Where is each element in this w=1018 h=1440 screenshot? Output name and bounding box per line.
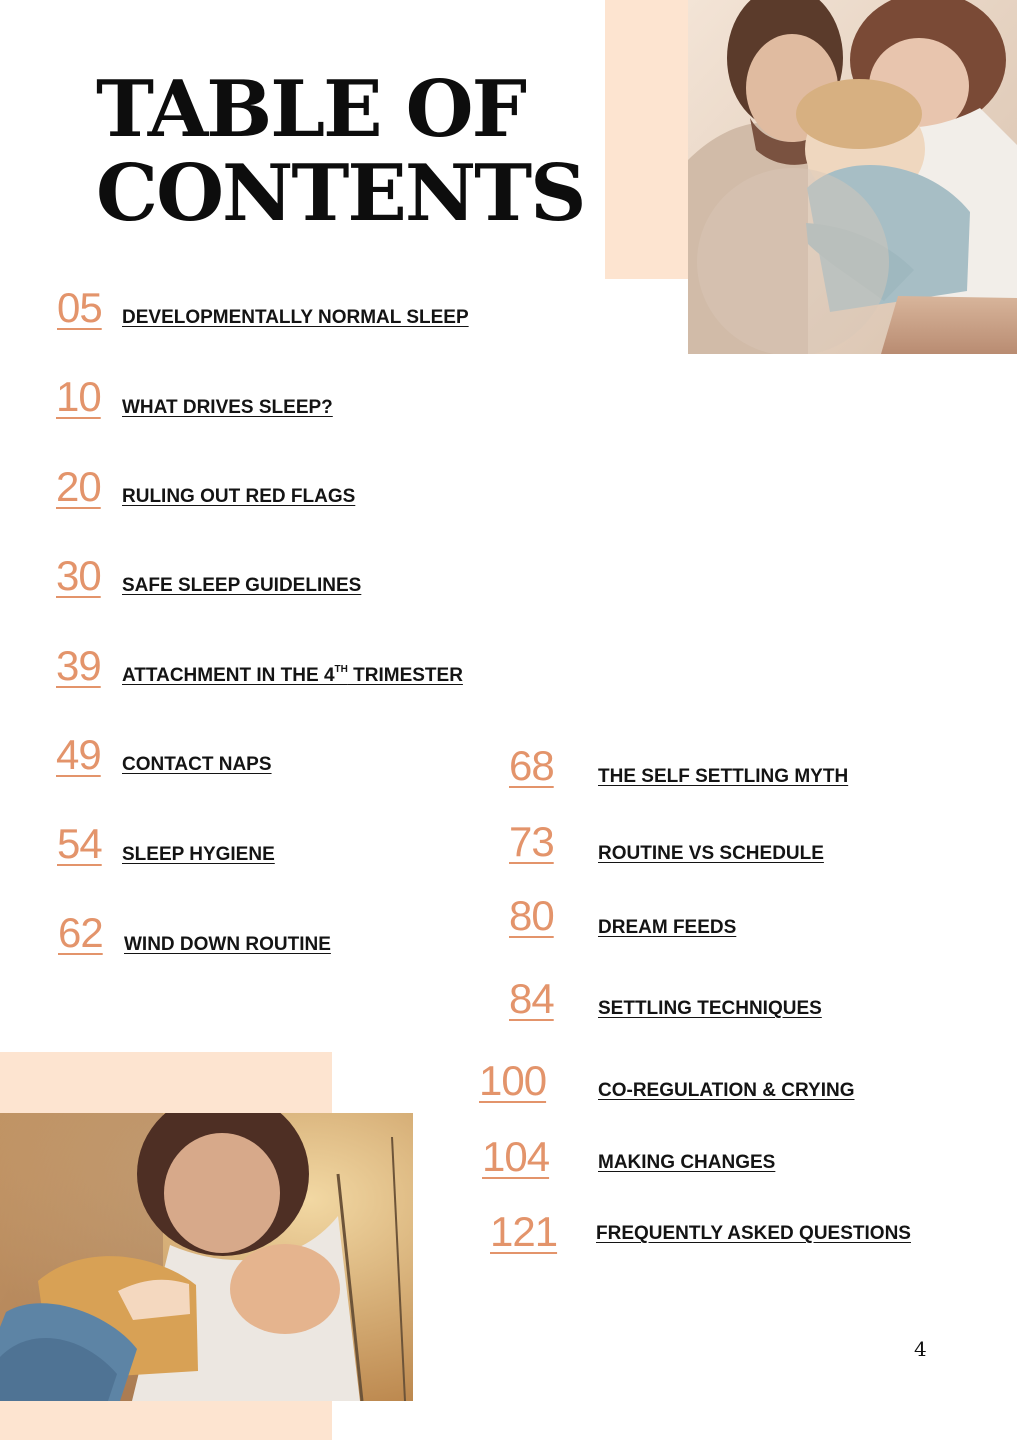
toc-entry-title[interactable]: THE SELF SETTLING MYTH (598, 766, 849, 787)
toc-entry-superscript: TH (334, 663, 348, 675)
toc-entry-title[interactable]: RULING OUT RED FLAGS (122, 486, 356, 507)
toc-entry-title[interactable]: DREAM FEEDS (598, 917, 737, 938)
page-title-line-2: CONTENTS (96, 148, 585, 239)
toc-page-number[interactable]: 10 (56, 373, 101, 420)
toc-entry-title[interactable]: DEVELOPMENTALLY NORMAL SLEEP (122, 307, 469, 328)
toc-page-number[interactable]: 80 (509, 892, 554, 939)
toc-page-number[interactable]: 49 (56, 731, 101, 778)
toc-entry-title-start: ATTACHMENT IN THE 4 (122, 665, 335, 686)
mother-baby-photo (0, 1113, 413, 1401)
toc-page-number[interactable]: 62 (58, 909, 103, 956)
decorative-peach-block-bottom-top (0, 1052, 332, 1114)
toc-page-number[interactable]: 54 (57, 820, 102, 867)
toc-page-number[interactable]: 39 (56, 642, 101, 689)
toc-page-number[interactable]: 05 (57, 284, 102, 331)
toc-page-number[interactable]: 68 (509, 742, 554, 789)
toc-page-number[interactable]: 121 (490, 1208, 558, 1255)
page-title (96, 64, 585, 239)
toc-entry-title[interactable]: CONTACT NAPS (122, 754, 272, 775)
toc-page-number[interactable]: 30 (56, 552, 101, 599)
toc-entry-title[interactable]: ROUTINE VS SCHEDULE (598, 843, 824, 864)
toc-page-number[interactable]: 73 (509, 818, 554, 865)
decorative-peach-block-bottom-bottom (0, 1400, 332, 1440)
toc-entry-title[interactable]: MAKING CHANGES (598, 1152, 776, 1173)
toc-page-number[interactable]: 104 (482, 1133, 550, 1180)
toc-entry-title[interactable]: FREQUENTLY ASKED QUESTIONS (596, 1223, 911, 1244)
page-title-line-1: TABLE OF (96, 64, 525, 155)
toc-page-number[interactable]: 100 (479, 1057, 547, 1104)
family-photo (688, 0, 1017, 354)
toc-entry-title[interactable] (122, 665, 463, 688)
toc-entry-title[interactable]: SLEEP HYGIENE (122, 844, 275, 865)
toc-entry-title[interactable]: SETTLING TECHNIQUES (598, 998, 822, 1019)
toc-page-number[interactable]: 20 (56, 463, 101, 510)
toc-entry-title[interactable]: WHAT DRIVES SLEEP? (122, 397, 333, 418)
toc-entry-title[interactable]: CO-REGULATION & CRYING (598, 1080, 855, 1101)
toc-entry-title[interactable]: SAFE SLEEP GUIDELINES (122, 575, 362, 596)
toc-entry-title-end: TRIMESTER (347, 665, 463, 686)
decorative-peach-block-top (605, 0, 689, 279)
toc-entry-title[interactable]: WIND DOWN ROUTINE (124, 934, 331, 955)
page-number: 4 (914, 1337, 927, 1361)
toc-page-number[interactable]: 84 (509, 975, 554, 1022)
